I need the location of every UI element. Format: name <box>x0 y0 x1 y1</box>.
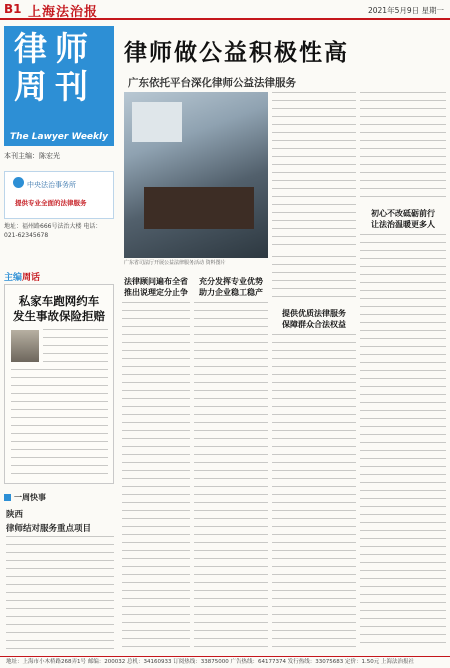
column-brand <box>4 26 114 146</box>
advert-tagline: 提供专业全面的法律服务 <box>15 199 87 207</box>
article-title: 律师做公益积极性高 <box>124 39 349 66</box>
commentary-title: 私家车跑网约车 发生事故保险拒赔 <box>13 294 105 323</box>
article-column-3-top <box>272 256 356 304</box>
square-bullet-icon <box>4 494 11 501</box>
article-photo <box>124 92 268 258</box>
editor-credit: 本刊主编：陈宏光 <box>4 152 60 160</box>
commentary-text-top <box>43 329 108 365</box>
commentary-box <box>4 284 114 484</box>
article-column-far-right-2 <box>360 234 446 648</box>
quick-news-region: 陕西 <box>6 510 24 520</box>
article-column-1-body <box>122 302 190 648</box>
column-title-english: The Lawyer Weekly <box>10 132 108 142</box>
column-title: 律师周刊 <box>14 29 96 106</box>
article-column-far-right <box>360 92 446 204</box>
quick-news-headline: 律师结对服务重点项目 <box>6 524 92 534</box>
article-column-right-top <box>272 92 356 252</box>
photo-caption: 广东省司法厅开展公益法律服务活动 资料图片 <box>124 260 226 266</box>
advert-firm-name: 中央法治事务所 <box>27 181 76 189</box>
subhead-3: 提供优质法律服务 保障群众合法权益 <box>282 309 346 329</box>
advert-contact: 地址：福州路666号法治大楼 电话：021-62345678 <box>4 223 102 239</box>
firm-logo-icon <box>13 177 24 188</box>
sidebar <box>4 26 114 240</box>
subhead-1: 法律顾问遍布全省 推出说理定分止争 <box>124 277 188 297</box>
photo-table <box>144 187 254 229</box>
page-code: B1 <box>4 2 22 16</box>
section-label-part2: 周话 <box>22 273 41 283</box>
quick-news-label: 一周快事 <box>4 492 46 503</box>
article-subtitle: 广东依托平台深化律师公益法律服务 <box>128 77 296 89</box>
issue-date: 2021年5月9日 星期一 <box>367 6 444 15</box>
section-label-part1: 主编 <box>4 273 23 283</box>
article-column-2-body <box>194 302 268 648</box>
main-article <box>120 26 446 90</box>
commentary-text <box>11 369 108 475</box>
quick-news-text <box>6 536 114 650</box>
section-label <box>4 270 40 283</box>
masthead: 上海法治报 <box>28 5 99 20</box>
law-firm-advert[interactable] <box>4 171 114 219</box>
article-column-3-body <box>272 334 356 648</box>
author-photo <box>11 330 39 362</box>
subhead-4: 初心不改砥砺前行 让法治温暖更多人 <box>371 209 435 229</box>
photo-screen <box>132 102 182 142</box>
page-header <box>0 0 450 20</box>
page-footer: 地址：上海市小木桥路268弄1号 邮编：200032 总机：34160933 订阅热线：33875000 广告热线：64177374 发行热线：33075683 定价：1.50元 上海法治报社 <box>0 656 450 668</box>
subhead-2: 充分发挥专业优势 助力企业稳工稳产 <box>199 277 263 297</box>
